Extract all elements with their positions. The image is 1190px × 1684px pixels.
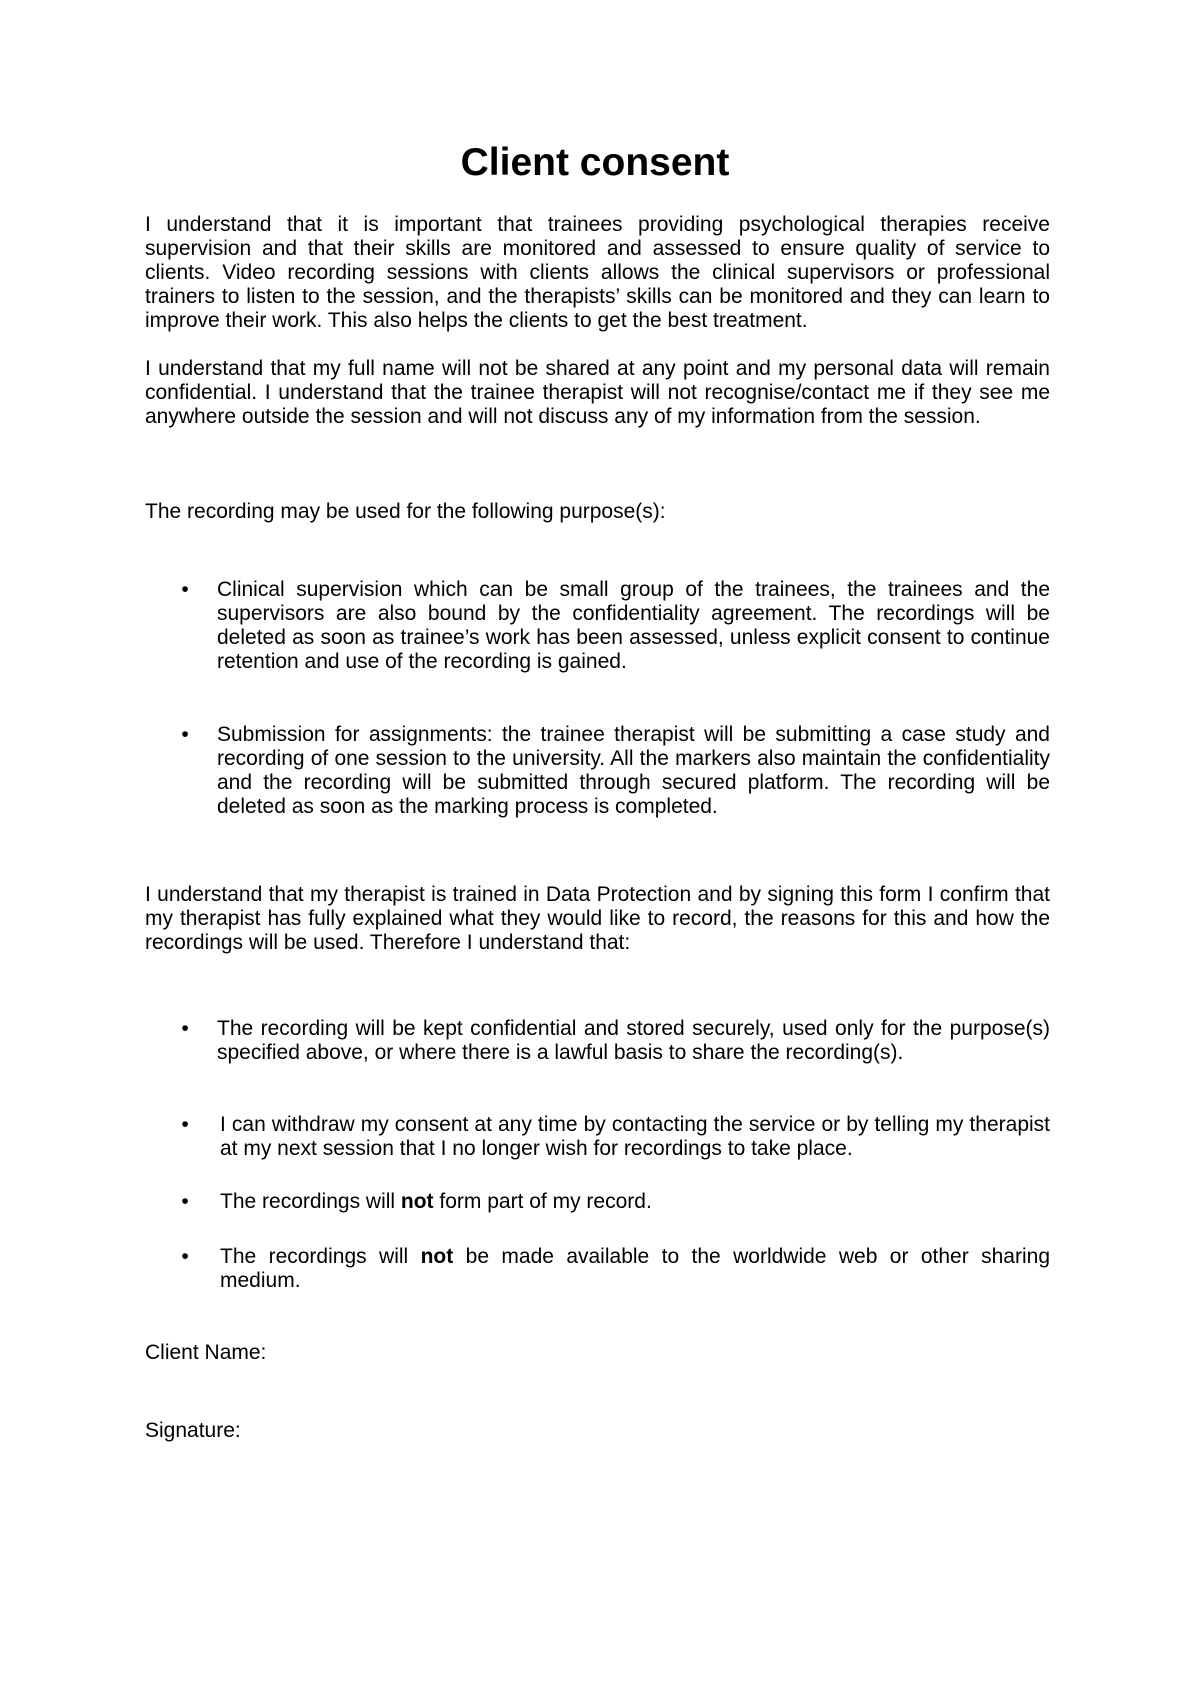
understanding-text-end: form part of my record.: [433, 1190, 652, 1213]
understanding-text: I can withdraw my consent at any time by contacting the service or by telling my therapist at my next session that I no longer wish for recordings to take place.: [220, 1113, 1050, 1160]
purpose-text: Clinical supervision which can be small group of the trainees, the trainees and the supervisors are also bound by the confidentiality agreement. The recordings will be deleted as soon as trainee’s work has been assessed, unless explicit consent to continue retention and use of the recording is gained.: [217, 578, 1050, 673]
bullet-icon: •: [181, 1017, 189, 1040]
purpose-text: Submission for assignments: the trainee therapist will be submitting a case study and recording of one session to the university. All the markers also maintain the confidentiality and the recording will be submitted through secured platform. The recording will be deleted as soon as the marking process is completed.: [217, 723, 1050, 818]
bullet-icon: •: [181, 1245, 189, 1268]
understanding-text: [220, 1245, 1050, 1293]
understanding-list-item: [145, 1113, 1050, 1161]
understanding-list-item: [145, 1190, 1050, 1214]
emphasis-not: not: [420, 1245, 454, 1268]
understanding-text: [220, 1190, 1050, 1214]
purpose-list-item: [145, 578, 1050, 674]
understanding-list-item: [145, 1245, 1050, 1293]
confidentiality-paragraph: I understand that my full name will not be shared at any point and my personal data will remain confidential. I understand that the trainee therapist will not recognise/contact me if they see me anywhere outside the session and will not discuss any of my information from the session.: [145, 357, 1050, 428]
understanding-text-end: be made available to the worldwide web or other sharing medium.: [220, 1245, 1050, 1292]
understanding-text: The recording will be kept confidential and stored securely, used only for the purpose(s) specified above, or where there is a lawful basis to share the recording(s).: [217, 1017, 1050, 1064]
intro-paragraph: I understand that it is important that trainees providing psychological therapies receive supervision and that their skills are monitored and assessed to ensure quality of service to clients. Video recording sessions with clients allows the clinical supervisors or professional trainers to listen to the session, and the therapists’ skills can be monitored and they can learn to improve their work. This also helps the clients to get the best treatment.: [145, 213, 1050, 332]
client-name-label: Client Name:: [145, 1341, 267, 1364]
bullet-icon: •: [181, 578, 189, 601]
emphasis-not: not: [400, 1190, 434, 1213]
bullet-icon: •: [181, 723, 189, 746]
bullet-icon: •: [181, 1190, 189, 1213]
purpose-list-item: [145, 723, 1050, 819]
understanding-text-start: The recordings will: [220, 1245, 421, 1268]
page-title: Client consent: [460, 141, 730, 184]
bullet-icon: •: [181, 1113, 189, 1136]
data-protection-paragraph: I understand that my therapist is trained in Data Protection and by signing this form I confirm that my therapist has fully explained what they would like to record, the reasons for this and how the recordings will be used. Therefore I understand that:: [145, 883, 1050, 954]
purposes-intro: The recording may be used for the following purpose(s):: [145, 500, 666, 523]
understanding-text-start: The recordings will: [220, 1190, 401, 1213]
understanding-list-item: [145, 1017, 1050, 1065]
signature-label: Signature:: [145, 1419, 241, 1442]
